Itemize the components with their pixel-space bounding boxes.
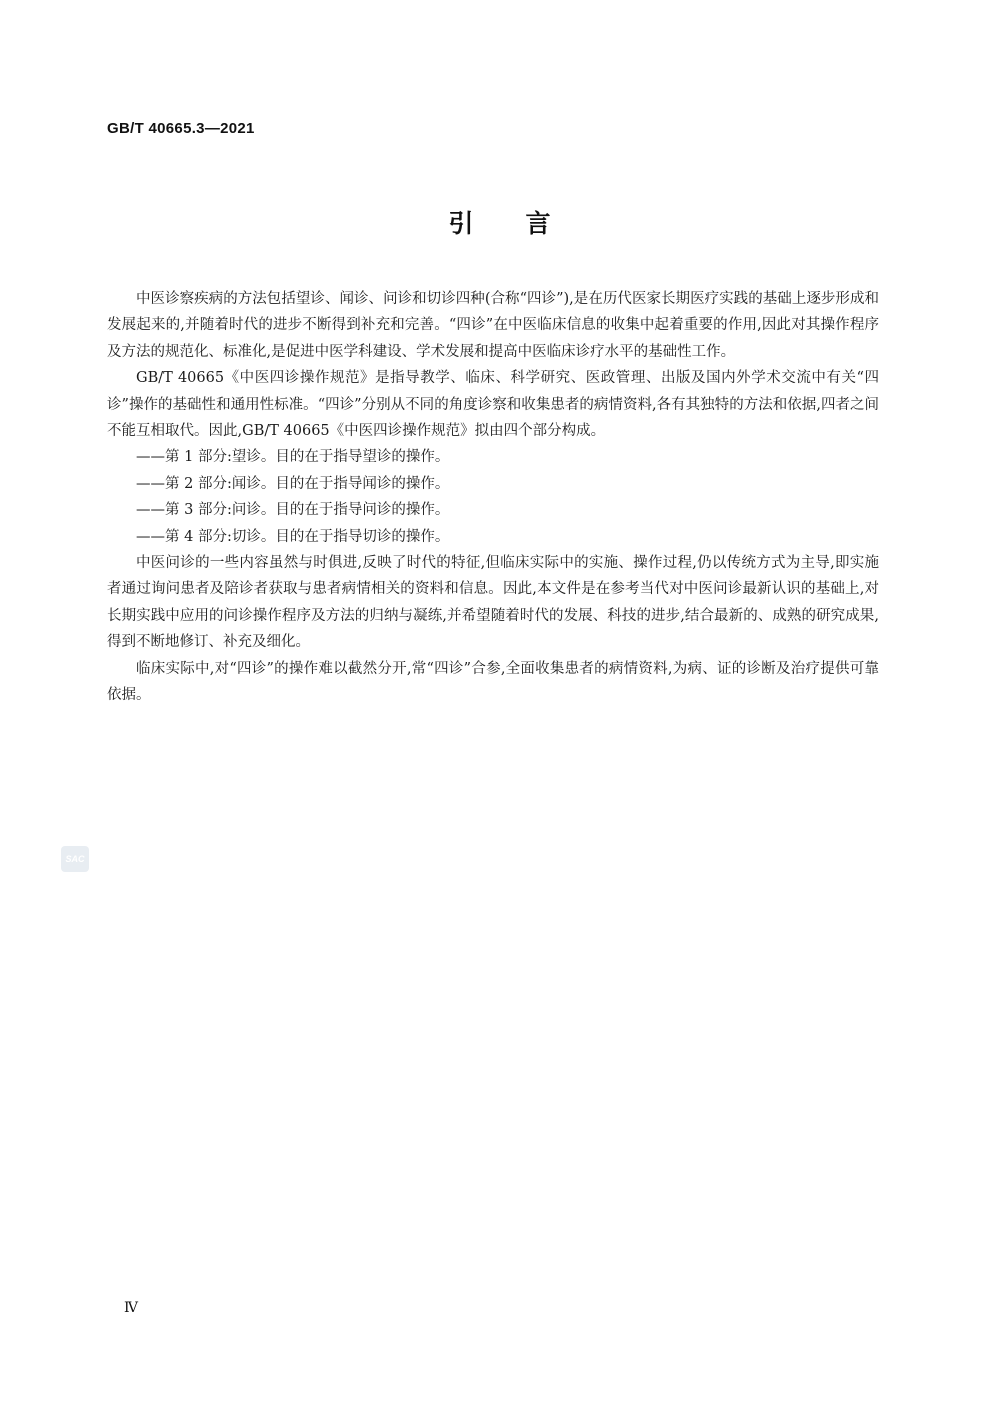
list-item: ——第 3 部分:问诊。目的在于指导问诊的操作。 — [136, 502, 450, 519]
paragraph: 临床实际中,对“四诊”的操作难以截然分开,常“四诊”合参,全面收集患者的病情资料,为病、证的诊断及治疗提供可靠依据。 — [107, 660, 879, 704]
list-item: ——第 2 部分:闻诊。目的在于指导闻诊的操作。 — [136, 475, 450, 492]
list-item: ——第 4 部分:切诊。目的在于指导切诊的操作。 — [136, 528, 450, 545]
paragraph: 中医诊察疾病的方法包括望诊、闻诊、问诊和切诊四种(合称“四诊”),是在历代医家长期医疗实践的基础上逐步形成和发展起来的,并随着时代的进步不断得到补充和完善。“四诊”在中医临床信息的收集中起着重要的作用,因此对其操作程序及方法的规范化、标准化,是促进中医学科建设、学术发展和提高中医临床诊疗水平的基础性工作。 — [107, 291, 879, 360]
paragraph: GB/T 40665《中医四诊操作规范》是指导教学、临床、科学研究、医政管理、出版及国内外学术交流中有关“四诊”操作的基础性和通用性标准。“四诊”分别从不同的角度诊察和收集患者的病情资料,各有其独特的方法和依据,四者之间不能互相取代。因此,GB/T 40665《中医四诊操作规范》拟由四个部分构成。 — [107, 370, 879, 440]
standard-number: GB/T 40665.3—2021 — [107, 120, 255, 137]
sac-watermark-logo: SAC — [61, 846, 89, 872]
paragraph: 中医问诊的一些内容虽然与时俱进,反映了时代的特征,但临床实际中的实施、操作过程,仍以传统方式为主导,即实施者通过询问患者及陪诊者获取与患者病情相关的资料和信息。因此,本文件是在参考当代对中医问诊最新认识的基础上,对长期实践中应用的问诊操作程序及方法的归纳与凝练,并希望随着时代的发展、科技的进步,结合最新的、成熟的研究成果,得到不断地修订、补充及细化。 — [107, 555, 879, 651]
page-number: Ⅳ — [124, 1301, 138, 1316]
page-title: 引言 — [448, 209, 603, 238]
list-item: ——第 1 部分:望诊。目的在于指导望诊的操作。 — [136, 449, 450, 466]
document-body — [107, 286, 879, 709]
